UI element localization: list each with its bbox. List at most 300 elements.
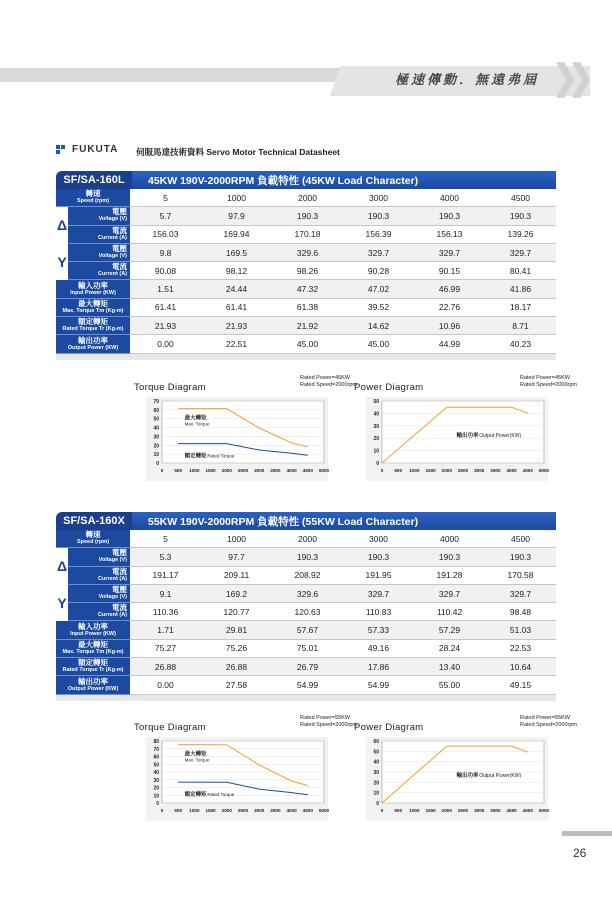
- power-diagram: [352, 715, 577, 825]
- x-tick-label: 0: [160, 808, 164, 813]
- table-cell: 190.3: [509, 551, 532, 562]
- table-row: [56, 299, 556, 317]
- row-label: [68, 207, 130, 225]
- table-cell: 57.29: [438, 625, 461, 636]
- x-tick-label: 500: [394, 468, 403, 473]
- table-cell: 3000: [369, 192, 388, 203]
- table-cell: 329.7: [509, 247, 532, 258]
- load-title: 45KW 190V-2000RPM 負載特性 (45KW Load Character): [132, 171, 556, 189]
- table-footer: [56, 695, 556, 701]
- table-cell: 3000: [369, 533, 388, 544]
- row-values: [130, 567, 556, 585]
- y-tick-label: 40: [373, 759, 379, 766]
- table-cell: 54.99: [296, 680, 319, 691]
- row-values: [130, 262, 556, 280]
- x-tick-label: 1500: [425, 468, 436, 473]
- table-row: [56, 262, 556, 280]
- x-tick-label: 3500: [490, 468, 501, 473]
- output-power-label-en: Output Power(KW): [479, 772, 522, 779]
- table-cell: 190.3: [438, 551, 461, 562]
- rated-speed: Rated Speed=2000rpm: [299, 722, 357, 728]
- row-label-en: Rated Torque Tr (Kg-m): [62, 326, 124, 333]
- row-label-en: Max. Torque Tm (Kg-m): [62, 648, 124, 655]
- x-tick-label: 1500: [425, 808, 436, 813]
- row-label-en: Voltage (V): [98, 253, 127, 260]
- row-label-en: Max. Torque Tm (Kg-m): [62, 307, 124, 314]
- table-cell: 329.6: [296, 247, 319, 258]
- table-cell: 5: [163, 192, 168, 203]
- table-cell: 329.7: [367, 588, 390, 599]
- footer-rule: [562, 831, 612, 836]
- row-label: [56, 621, 130, 639]
- table-cell: 45.00: [296, 339, 319, 350]
- y-tick-label: 0: [156, 461, 159, 467]
- table-row: [56, 530, 556, 548]
- table-cell: 156.03: [152, 229, 179, 240]
- row-label-en: Speed (rpm): [76, 539, 110, 546]
- chart-row: [56, 715, 577, 825]
- row-label-en: Voltage (V): [98, 594, 127, 601]
- x-tick-label: 3500: [270, 468, 281, 473]
- banner-stripe: [0, 68, 380, 82]
- row-label: [68, 603, 130, 621]
- table-cell: 98.26: [296, 265, 319, 276]
- row-label-zh: 輸入功率: [78, 280, 108, 290]
- chart-title: Power Diagram: [354, 722, 424, 733]
- table-cell: 1.71: [157, 625, 174, 636]
- y-tick-label: 20: [153, 785, 159, 792]
- table-cell: 170.18: [294, 229, 321, 240]
- table-cell: 55.00: [438, 680, 461, 691]
- y-tick-label: 30: [373, 770, 379, 776]
- row-label: [68, 548, 130, 566]
- x-tick-label: 2000: [441, 808, 452, 813]
- table-cell: 156.39: [365, 229, 392, 240]
- row-label: [56, 317, 130, 335]
- x-tick-label: 4000: [286, 468, 297, 473]
- table-cell: 1000: [227, 533, 246, 544]
- row-label-zh: 電壓: [112, 548, 127, 558]
- table-cell: 4500: [511, 192, 530, 203]
- table-cell: 120.77: [223, 606, 250, 617]
- row-label: [68, 567, 130, 585]
- row-label-zh: 轉速: [85, 530, 101, 540]
- row-values: [130, 658, 556, 676]
- table-row: [56, 317, 556, 335]
- x-tick-label: 3000: [254, 468, 265, 473]
- x-tick-label: 3000: [474, 468, 485, 473]
- y-tick-label: 0: [156, 801, 159, 807]
- table-cell: 329.6: [296, 588, 319, 599]
- table-cell: 49.16: [367, 643, 390, 654]
- row-label-en: Current (A): [97, 612, 127, 619]
- y-tick-label: 10: [153, 452, 159, 459]
- rated-torque-label-en: Rated Torque: [207, 453, 235, 459]
- table-cell: 169.94: [223, 229, 250, 240]
- rated-power: Rated Power=55KW: [519, 715, 570, 721]
- table-cell: 5.3: [159, 551, 172, 562]
- document-title: 伺服馬達技術資料 Servo Motor Technical Datasheet: [136, 147, 340, 157]
- spec-table: [56, 171, 556, 360]
- row-label-zh: 轉速: [85, 189, 101, 199]
- x-tick-label: 4000: [506, 468, 517, 473]
- x-tick-label: 4500: [302, 468, 313, 473]
- wye-phase-symbol: Y: [57, 595, 67, 612]
- x-tick-label: 500: [174, 468, 183, 473]
- table-cell: 4500: [511, 533, 530, 544]
- table-cell: 26.88: [154, 661, 177, 672]
- table-cell: 0.00: [157, 680, 174, 691]
- table-cell: 26.88: [225, 661, 248, 672]
- table-cell: 191.17: [152, 570, 179, 581]
- x-tick-label: 2000: [221, 468, 232, 473]
- y-tick-label: 60: [153, 407, 159, 414]
- chart-svg: [146, 397, 328, 481]
- y-tick-label: 30: [153, 777, 159, 784]
- y-tick-label: 70: [153, 746, 159, 753]
- table-row: [56, 621, 556, 639]
- chart-row: [56, 375, 577, 485]
- torque-diagram: [132, 715, 357, 825]
- table-cell: 329.7: [367, 247, 390, 258]
- row-label: [68, 226, 130, 244]
- row-label: [68, 585, 130, 603]
- x-tick-label: 2500: [237, 808, 249, 813]
- row-label-zh: 最大轉矩: [78, 298, 108, 308]
- table-cell: 170.58: [507, 570, 534, 581]
- table-cell: 17.86: [367, 661, 390, 672]
- y-tick-label: 60: [153, 754, 159, 761]
- table-header: [56, 512, 556, 530]
- row-values: [130, 585, 556, 603]
- table-cell: 9.8: [159, 247, 172, 258]
- table-cell: 10.64: [509, 661, 532, 672]
- x-tick-label: 4500: [522, 808, 533, 813]
- output-power-label: 輸出功率: [456, 772, 479, 779]
- x-tick-label: 1000: [189, 808, 200, 813]
- rated-speed: Rated Speed=2000rpm: [519, 382, 577, 388]
- table-cell: 110.36: [152, 606, 179, 617]
- row-values: [130, 226, 556, 244]
- rated-torque-label-en: Rated Torque: [207, 792, 235, 798]
- torque-diagram: [132, 375, 357, 485]
- rated-speed: Rated Speed=2000rpm: [299, 382, 357, 388]
- x-tick-label: 1000: [189, 468, 200, 473]
- max-torque-label: 最大轉矩: [184, 415, 207, 422]
- row-label-en: Voltage (V): [98, 557, 127, 564]
- table-cell: 14.62: [367, 320, 390, 331]
- row-label-en: Output Power (KW): [67, 344, 119, 351]
- row-values: [130, 335, 556, 353]
- table-cell: 49.15: [509, 680, 532, 691]
- table-cell: 75.27: [154, 643, 177, 654]
- delta-phase-symbol: Δ: [56, 217, 68, 234]
- table-row: [56, 603, 556, 621]
- table-cell: 191.95: [365, 570, 392, 581]
- y-tick-label: 20: [153, 443, 159, 450]
- x-tick-label: 4000: [286, 808, 297, 813]
- table-cell: 98.48: [509, 606, 532, 617]
- x-tick-label: 3000: [254, 808, 265, 813]
- power-diagram: [352, 375, 577, 485]
- brand-name: FUKUTA: [72, 144, 119, 155]
- row-label-zh: 最大轉矩: [78, 639, 108, 649]
- table-cell: 191.28: [436, 570, 463, 581]
- row-label-en: Current (A): [97, 575, 127, 582]
- table-cell: 110.42: [436, 606, 463, 617]
- chart-title: Power Diagram: [354, 382, 424, 393]
- y-tick-label: 40: [153, 425, 159, 432]
- table-cell: 329.7: [438, 247, 461, 258]
- row-label-zh: 電壓: [112, 244, 127, 254]
- max-torque-label-en: Max. Torque: [184, 757, 210, 763]
- row-label-zh: 額定轉矩: [78, 658, 108, 668]
- chart-title: Torque Diagram: [134, 382, 206, 393]
- x-tick-label: 2500: [457, 808, 469, 813]
- max-torque-label-en: Max. Torque: [184, 421, 210, 427]
- table-cell: 8.71: [512, 320, 529, 331]
- load-title: 55KW 190V-2000RPM 負載特性 (55KW Load Character): [132, 512, 556, 530]
- x-tick-label: 0: [380, 808, 384, 813]
- y-tick-label: 70: [153, 399, 159, 405]
- table-cell: 80.41: [509, 265, 532, 276]
- row-label-en: Current (A): [97, 271, 127, 278]
- table-cell: 190.3: [367, 551, 390, 562]
- rated-power: Rated Power=55KW: [299, 715, 350, 721]
- table-cell: 61.38: [296, 302, 319, 313]
- y-tick-label: 40: [373, 411, 379, 418]
- table-cell: 39.52: [367, 302, 390, 313]
- row-label: [68, 244, 130, 262]
- y-tick-label: 20: [373, 436, 379, 443]
- y-tick-label: 40: [153, 770, 159, 776]
- row-values: [130, 640, 556, 658]
- row-label: [56, 530, 130, 548]
- table-cell: 5.7: [159, 210, 172, 221]
- rated-info: [300, 375, 357, 389]
- table-cell: 190.3: [367, 210, 390, 221]
- rated-speed: Rated Speed=2000rpm: [519, 722, 577, 728]
- table-header: [56, 171, 556, 189]
- table-cell: 44.99: [438, 339, 461, 350]
- row-label-zh: 輸出功率: [78, 676, 108, 686]
- table-cell: 190.3: [509, 210, 532, 221]
- row-values: [130, 299, 556, 317]
- table-row: [56, 189, 556, 207]
- x-tick-label: 2500: [457, 468, 469, 473]
- table-cell: 75.01: [296, 643, 319, 654]
- table-row: [56, 280, 556, 298]
- table-cell: 29.81: [225, 625, 248, 636]
- x-tick-label: 2500: [237, 468, 249, 473]
- table-cell: 10.96: [438, 320, 461, 331]
- x-tick-label: 2000: [441, 468, 452, 473]
- table-row: [56, 567, 556, 585]
- row-values: [130, 621, 556, 639]
- table-cell: 2000: [298, 533, 317, 544]
- delta-phase-symbol: Δ: [56, 558, 68, 575]
- table-cell: 169.5: [225, 247, 248, 258]
- model-name: SF/SA-160X: [56, 512, 132, 530]
- y-tick-label: 0: [376, 801, 379, 807]
- table-cell: 97.9: [228, 210, 245, 221]
- table-cell: 4000: [440, 533, 459, 544]
- table-cell: 46.99: [438, 284, 461, 295]
- x-tick-label: 4000: [506, 808, 517, 813]
- table-cell: 90.28: [367, 265, 390, 276]
- table-cell: 139.26: [507, 229, 534, 240]
- row-label: [56, 335, 130, 353]
- table-cell: 156.13: [436, 229, 463, 240]
- table-cell: 28.24: [438, 643, 461, 654]
- y-tick-label: 80: [153, 739, 159, 745]
- spec-table: [56, 512, 556, 701]
- output-power-label-en: Output Power(KW): [479, 432, 522, 439]
- table-cell: 26.79: [296, 661, 319, 672]
- y-tick-label: 50: [153, 416, 159, 423]
- table-cell: 75.26: [225, 643, 248, 654]
- row-label-en: Speed (rpm): [76, 198, 110, 205]
- rated-power: Rated Power=45KW: [299, 375, 350, 381]
- x-tick-label: 5000: [538, 808, 550, 813]
- rated-info: [520, 715, 577, 729]
- table-cell: 5: [163, 533, 168, 544]
- row-label-en: Input Power (KW): [70, 630, 116, 637]
- x-tick-label: 5000: [318, 468, 330, 473]
- row-label-zh: 額定轉矩: [78, 317, 108, 327]
- table-cell: 61.41: [225, 302, 248, 313]
- x-tick-label: 3000: [474, 808, 485, 813]
- table-cell: 24.44: [225, 284, 248, 295]
- x-tick-label: 4500: [302, 808, 313, 813]
- chart-title: Torque Diagram: [134, 722, 206, 733]
- row-label-zh: 輸入功率: [78, 621, 108, 631]
- row-values: [130, 548, 556, 566]
- table-cell: 2000: [298, 192, 317, 203]
- table-cell: 120.63: [294, 606, 321, 617]
- table-cell: 51.03: [509, 625, 532, 636]
- slogan: 極速傳動．無遠弗屆: [395, 72, 540, 87]
- table-cell: 21.93: [154, 320, 177, 331]
- x-tick-label: 500: [174, 808, 183, 813]
- x-tick-label: 4500: [522, 468, 533, 473]
- chart-svg: [366, 737, 548, 821]
- table-cell: 90.15: [438, 265, 461, 276]
- table-cell: 9.1: [159, 588, 172, 599]
- wye-phase-symbol: Y: [57, 254, 67, 271]
- y-tick-label: 30: [373, 423, 379, 430]
- row-label: [68, 262, 130, 280]
- row-values: [130, 207, 556, 225]
- y-tick-label: 60: [373, 739, 379, 745]
- x-tick-label: 3500: [270, 808, 281, 813]
- y-tick-label: 0: [376, 461, 379, 467]
- rated-info: [520, 375, 577, 389]
- table-cell: 190.3: [296, 551, 319, 562]
- y-tick-label: 50: [373, 749, 379, 756]
- row-label-zh: 電流: [112, 225, 127, 235]
- table-cell: 18.17: [509, 302, 532, 313]
- row-values: [130, 530, 556, 548]
- table-cell: 41.86: [509, 284, 532, 295]
- row-label: [56, 280, 130, 298]
- table-cell: 209.11: [223, 570, 250, 581]
- row-label-zh: 電壓: [112, 207, 127, 217]
- table-cell: 169.2: [225, 588, 248, 599]
- row-label: [56, 299, 130, 317]
- row-label: [56, 189, 130, 207]
- brand-logo: [56, 144, 118, 155]
- table-cell: 13.40: [438, 661, 461, 672]
- table-cell: 21.92: [296, 320, 319, 331]
- table-cell: 208.92: [294, 570, 321, 581]
- table-cell: 190.3: [438, 210, 461, 221]
- row-values: [130, 244, 556, 262]
- rated-torque-label: 額定轉矩: [184, 792, 207, 799]
- table-footer: [56, 354, 556, 360]
- row-values: [130, 317, 556, 335]
- row-label: [56, 640, 130, 658]
- y-tick-label: 10: [373, 448, 379, 455]
- rated-power: Rated Power=45KW: [519, 375, 570, 381]
- chart-svg: [366, 397, 548, 481]
- x-tick-label: 0: [160, 468, 164, 473]
- table-cell: 98.12: [225, 265, 248, 276]
- row-label-en: Rated Torque Tr (Kg-m): [62, 667, 124, 674]
- model-name: SF/SA-160L: [56, 171, 132, 189]
- y-tick-label: 50: [153, 762, 159, 769]
- table-cell: 1.51: [157, 284, 174, 295]
- page-number: 26: [573, 846, 587, 860]
- fukuta-logo-icon: [56, 145, 66, 155]
- table-cell: 47.02: [367, 284, 390, 295]
- table-cell: 0.00: [157, 339, 174, 350]
- x-tick-label: 2000: [221, 808, 232, 813]
- table-row: [56, 335, 556, 353]
- table-cell: 57.67: [296, 625, 319, 636]
- row-label-zh: 電流: [112, 566, 127, 576]
- table-cell: 61.41: [154, 302, 177, 313]
- table-cell: 54.99: [367, 680, 390, 691]
- x-tick-label: 1500: [205, 468, 216, 473]
- y-tick-label: 10: [153, 793, 159, 800]
- row-values: [130, 189, 556, 207]
- x-tick-label: 500: [394, 808, 403, 813]
- table-cell: 57.33: [367, 625, 390, 636]
- row-label-en: Input Power (KW): [70, 289, 116, 296]
- table-cell: 329.7: [509, 588, 532, 599]
- x-tick-label: 1500: [205, 808, 216, 813]
- max-torque-label: 最大轉矩: [184, 751, 207, 758]
- table-cell: 4000: [440, 192, 459, 203]
- table-cell: 47.32: [296, 284, 319, 295]
- table-cell: 22.76: [438, 302, 461, 313]
- y-tick-label: 10: [373, 790, 379, 797]
- row-label: [56, 676, 130, 694]
- row-values: [130, 603, 556, 621]
- y-tick-label: 30: [153, 434, 159, 441]
- table-row: [56, 640, 556, 658]
- output-power-label: 輸出功率: [456, 432, 479, 439]
- table-cell: 22.53: [509, 643, 532, 654]
- table-cell: 90.08: [154, 265, 177, 276]
- x-tick-label: 0: [380, 468, 384, 473]
- table-cell: 190.3: [296, 210, 319, 221]
- row-values: [130, 280, 556, 298]
- x-tick-label: 3500: [490, 808, 501, 813]
- row-label-en: Output Power (KW): [67, 685, 119, 692]
- table-cell: 21.93: [225, 320, 248, 331]
